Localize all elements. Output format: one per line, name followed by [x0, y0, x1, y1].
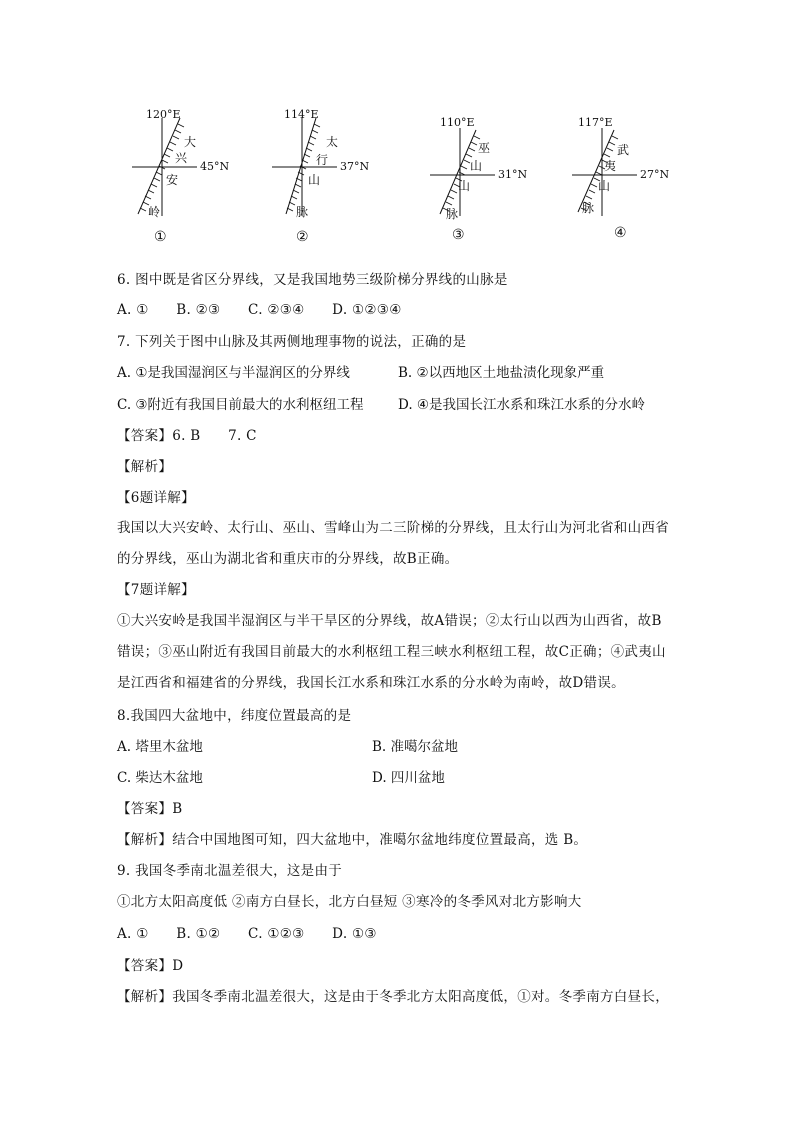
q9-answer: 【答案】D [117, 958, 184, 974]
figure-4 [562, 104, 712, 250]
q7-option-a: A. ①是我国湿润区与半湿润区的分界线 [117, 365, 350, 381]
latitude-label-4: 27°N [640, 168, 670, 181]
mountain-char-1b: 兴 [175, 151, 188, 165]
mountain-char-4c: 山 [598, 179, 611, 193]
mountain-char-2b: 行 [316, 153, 329, 167]
mountain-char-3c: 山 [458, 179, 471, 193]
q7-detail-title: 【7题详解】 [117, 582, 195, 598]
q7-option-c: C. ③附近有我国目前最大的水利枢纽工程 [117, 397, 364, 413]
q7-stem: 7. 下列关于图中山脉及其两侧地理事物的说法，正确的是 [117, 334, 467, 350]
latitude-label-2: 37°N [340, 160, 370, 173]
q8-option-d: D. 四川盆地 [372, 770, 445, 786]
mountain-char-2c: 山 [308, 173, 321, 187]
q6-detail-line-2: 的分界线，巫山为湖北省和重庆市的分界线，故B正确。 [117, 551, 459, 567]
longitude-label-3: 110°E [440, 116, 475, 129]
q8-stem: 8.我国四大盆地中，纬度位置最高的是 [117, 708, 352, 724]
figure-1 [122, 104, 272, 250]
longitude-label-2: 114°E [284, 108, 319, 121]
q7-option-b: B. ②以西地区土地盐渍化现象严重 [398, 365, 605, 381]
q6-detail-line-1: 我国以大兴安岭、太行山、巫山、雪峰山为二三阶梯的分界线，且太行山为河北省和山西省 [117, 520, 669, 536]
figure-number-3: ③ [452, 227, 465, 243]
mountain-char-2d: 脉 [296, 205, 309, 219]
figure-number-1: ① [154, 229, 167, 245]
q9-stem: 9. 我国冬季南北温差很大，这是由于 [117, 863, 343, 879]
q9-options: A. ① B. ①② C. ①②③ D. ①③ [117, 926, 377, 942]
mountain-char-1a: 大 [184, 135, 197, 149]
figure-number-2: ② [296, 229, 309, 245]
mountain-char-4d: 脉 [582, 201, 595, 215]
q6-detail-title: 【6题详解】 [117, 490, 195, 506]
q8-analysis: 【解析】结合中国地图可知，四大盆地中，准噶尔盆地纬度位置最高，选 B。 [117, 832, 588, 848]
mountain-char-4b: 夷 [604, 159, 617, 173]
figure-2 [262, 104, 412, 250]
mountain-char-3b: 山 [470, 159, 483, 173]
longitude-label-4: 117°E [578, 116, 613, 129]
q7-detail-line-2: 错误；③巫山附近有我国目前最大的水利枢纽工程三峡水利枢纽工程，故C正确；④武夷山 [117, 644, 666, 660]
mountain-diagram-2 [262, 104, 412, 250]
latitude-label-1: 45°N [200, 160, 230, 173]
longitude-label-1: 120°E [146, 108, 181, 121]
q8-option-a: A. 塔里木盆地 [117, 739, 203, 755]
figure-3 [420, 104, 570, 250]
mountain-diagram-1 [122, 104, 272, 250]
q8-option-c: C. 柴达木盆地 [117, 770, 203, 786]
q7-option-d: D. ④是我国长江水系和珠江水系的分水岭 [398, 397, 646, 413]
answer-6-7: 【答案】6. B 7. C [117, 428, 257, 444]
mountain-char-3a: 巫 [478, 141, 491, 155]
analysis-label: 【解析】 [117, 459, 173, 475]
mountain-char-2a: 太 [326, 135, 339, 149]
q6-options: A. ① B. ②③ C. ②③④ D. ①②③④ [117, 302, 402, 318]
q7-detail-line-3: 是江西省和福建省的分界线，我国长江水系和珠江水系的分水岭为南岭，故D错误。 [117, 675, 625, 691]
mountain-char-3d: 脉 [446, 207, 459, 221]
figure-number-4: ④ [614, 225, 627, 241]
q8-option-b: B. 准噶尔盆地 [372, 739, 459, 755]
q8-answer: 【答案】B [117, 801, 183, 817]
mountain-char-4a: 武 [617, 143, 630, 157]
q9-analysis: 【解析】我国冬季南北温差很大，这是由于冬季北方太阳高度低，①对。冬季南方白昼长， [117, 989, 669, 1005]
q9-statements: ①北方太阳高度低 ②南方白昼长，北方白昼短 ③寒冷的冬季风对北方影响大 [117, 894, 582, 910]
latitude-label-3: 31°N [498, 168, 528, 181]
mountain-char-1c: 安 [166, 173, 179, 187]
q6-stem: 6. 图中既是省区分界线，又是我国地势三级阶梯分界线的山脉是 [117, 272, 508, 288]
mountain-char-1d: 岭 [148, 205, 161, 219]
q7-detail-line-1: ①大兴安岭是我国半湿润区与半干旱区的分界线，故A错误；②太行山以西为山西省，故B [117, 613, 662, 629]
